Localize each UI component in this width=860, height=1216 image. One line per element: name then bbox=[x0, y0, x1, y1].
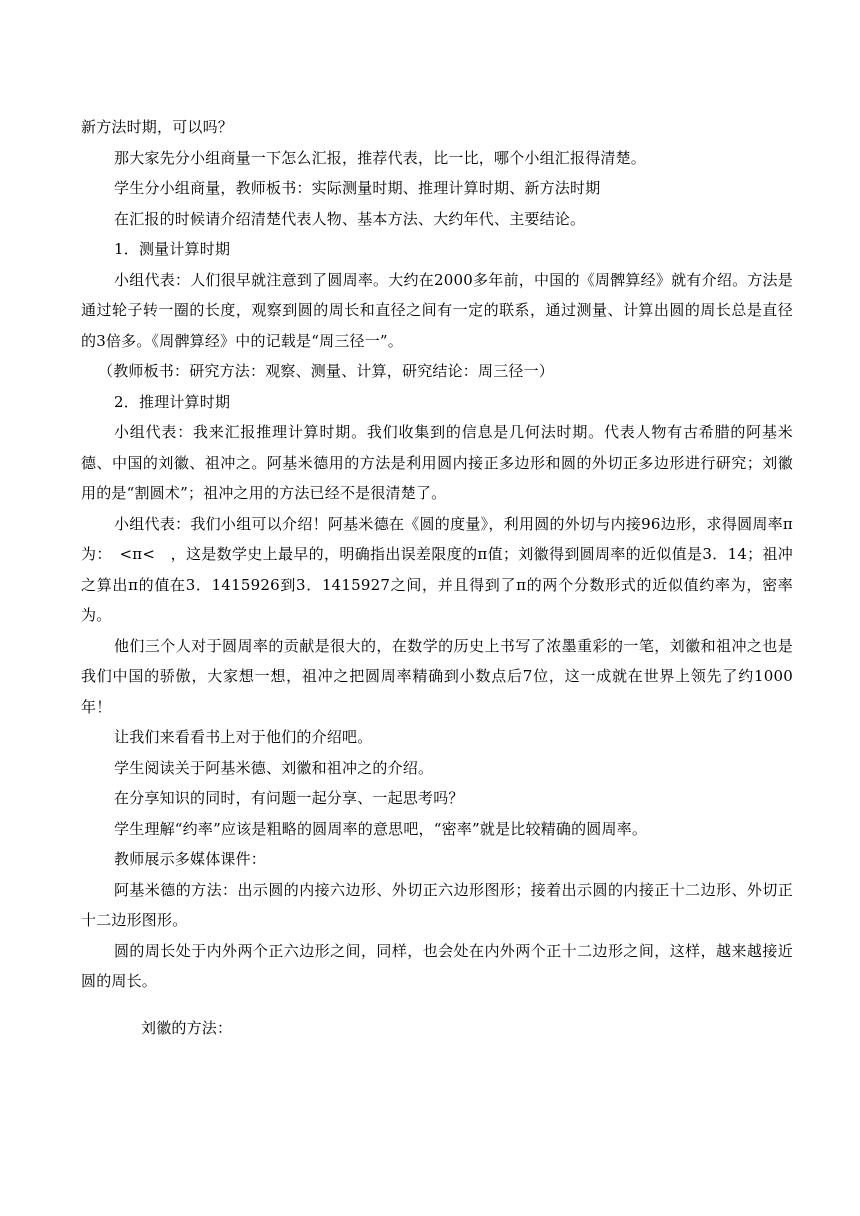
paragraph: 在分享知识的同时，有问题一起分享、一起思考吗？ bbox=[114, 789, 464, 807]
paragraph: 阿基米德的方法：出示圆的内接六边形、外切正六边形图形；接着出示圆的内接正十二边形、外切正十二边形图形。 bbox=[81, 880, 793, 929]
paragraph: 学生阅读关于阿基米德、刘徽和祖冲之的介绍。 bbox=[114, 758, 434, 777]
paragraph: 他们三个人对于圆周率的贡献是很大的，在数学的历史上书写了浓墨重彩的一笔，刘徽和祖冲之也是我们中国的骄傲，大家想一想，祖冲之把圆周率精确到小数点后7位，这一成就在世界上领先了约1000年！ bbox=[81, 636, 793, 716]
paragraph: 小组代表：我来汇报推理计算时期。我们收集到的信息是几何法时期。代表人物有古希腊的阿基米德、中国的刘徽、祖冲之。阿基米德用的方法是利用圆内接正多边形和圆的外切正多边形进行研究；刘徽用的是“割圆术”；祖冲之用的方法已经不是很清楚了。 bbox=[81, 423, 793, 502]
section-heading: 1．测量计算时期 bbox=[114, 240, 231, 258]
paragraph: 在汇报的时候请介绍清楚代表人物、基本方法、大约年代、主要结论。 bbox=[114, 209, 586, 228]
paragraph: 小组代表：我们小组可以介绍！阿基米德在《圆的度量》，利用圆的外切与内接96边形，求得圆周率π为： <π< ，这是数学史上最早的，明确指出误差限度的π值；刘徽得到圆周率的近似值是3．14；祖冲之算出π的值在3．1415926到3．1415927之间，并且得到了π的两个分数形式的近似值约率为，密率为。 bbox=[81, 514, 793, 624]
section-heading: 2．推理计算时期 bbox=[114, 392, 231, 411]
paragraph: 学生分小组商量，教师板书：实际测量时期、推理计算时期、新方法时期 bbox=[114, 179, 601, 197]
paragraph: 圆的周长处于内外两个正六边形之间，同样，也会处在内外两个正十二边形之间，这样，越来越接近圆的周长。 bbox=[81, 941, 793, 990]
paragraph: 学生理解“约率”应该是粗略的圆周率的意思吧，“密率”就是比较精确的圆周率。 bbox=[114, 819, 648, 838]
paragraph: 小组代表：人们很早就注意到了圆周率。大约在2000多年前，中国的《周髀算经》就有介绍。方法是通过轮子转一圈的长度，观察到圆的周长和直径之间有一定的联系，通过测量、计算出圆的周长总是直径的3倍多。《周髀算经》中的记载是“周三径一”。 bbox=[81, 270, 793, 350]
paragraph: （教师板书：研究方法：观察、测量、计算，研究结论：周三径一） bbox=[98, 362, 555, 380]
paragraph: 让我们来看看书上对于他们的介绍吧。 bbox=[114, 728, 373, 746]
paragraph: 教师展示多媒体课件： bbox=[114, 850, 267, 868]
paragraph: 刘徽的方法： bbox=[141, 1018, 233, 1037]
paragraph: 那大家先分小组商量一下怎么汇报，推荐代表，比一比，哪个小组汇报得清楚。 bbox=[114, 148, 647, 167]
document-body bbox=[81, 112, 793, 1043]
paragraph: 新方法时期，可以吗？ bbox=[81, 118, 234, 136]
